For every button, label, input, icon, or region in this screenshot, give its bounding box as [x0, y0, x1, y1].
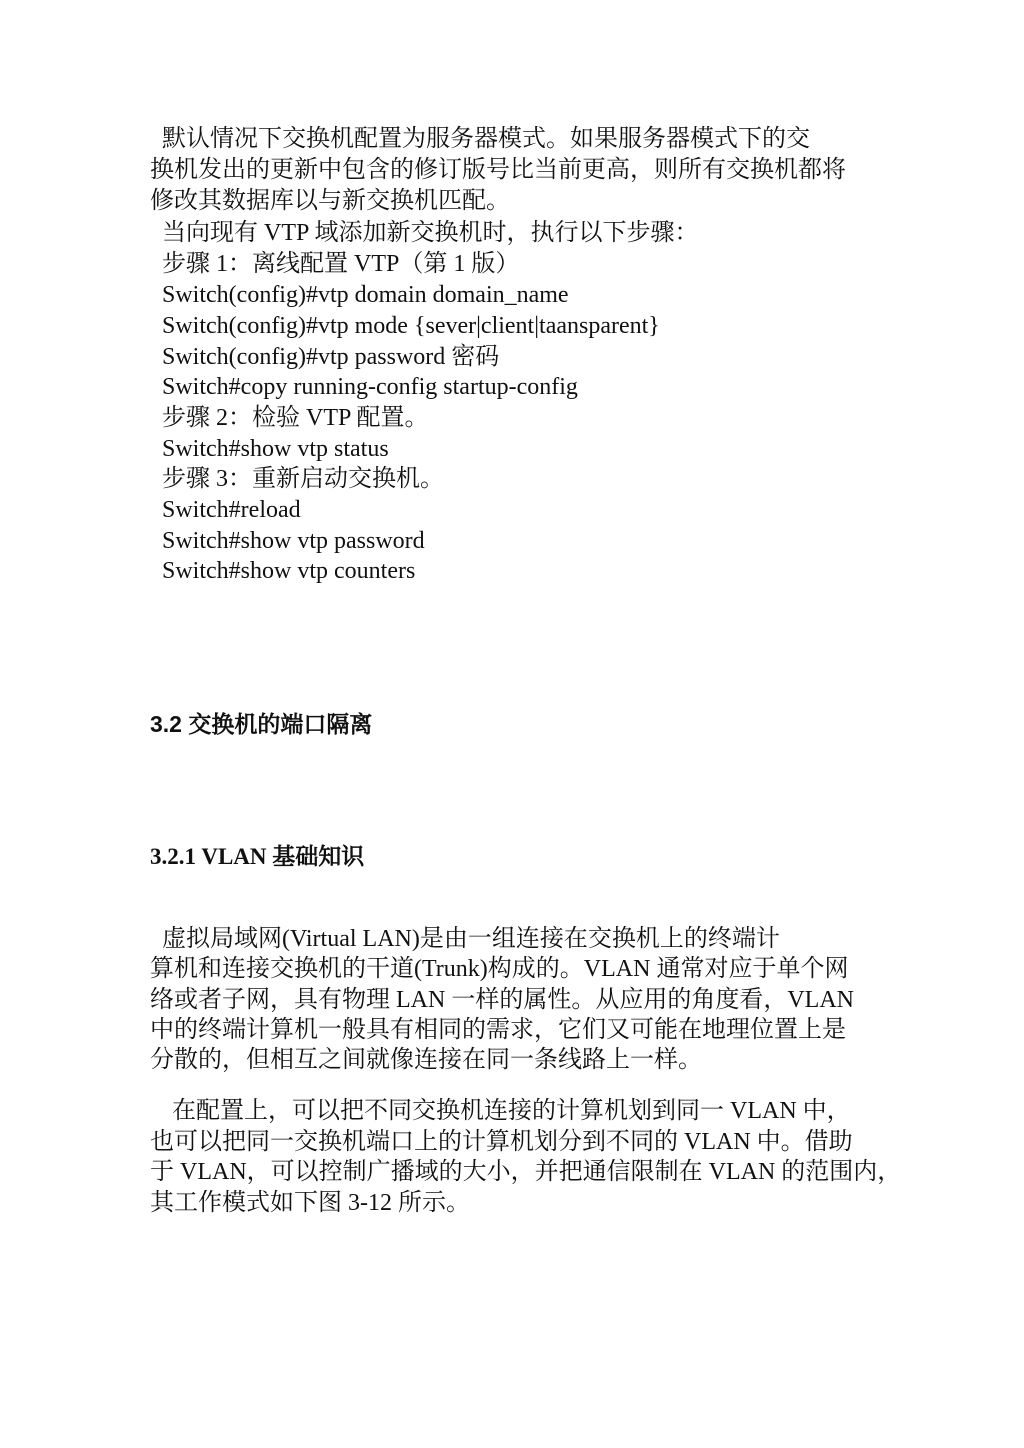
command-line: Switch(config)#vtp password 密码	[162, 344, 500, 370]
command-line: Switch#show vtp password	[162, 528, 425, 554]
command-line: Switch#show vtp status	[162, 436, 389, 462]
step-line: 步骤 2：检验 VTP 配置。	[162, 405, 429, 431]
command-line: Switch#show vtp counters	[162, 558, 416, 584]
paragraph-line: 分散的，但相互之间就像连接在同一条线路上一样。	[150, 1047, 702, 1073]
paragraph-line: 于 VLAN，可以控制广播域的大小，并把通信限制在 VLAN 的范围内，	[150, 1159, 902, 1185]
command-line: Switch(config)#vtp domain domain_name	[162, 282, 569, 308]
command-line: Switch(config)#vtp mode {sever|client|taansparent}	[162, 313, 660, 339]
paragraph-line: 在配置上，可以把不同交换机连接的计算机划到同一 VLAN 中，	[172, 1098, 851, 1124]
paragraph-line: 中的终端计算机一般具有相同的需求，它们又可能在地理位置上是	[150, 1017, 846, 1043]
paragraph-line: 其工作模式如下图 3-12 所示。	[150, 1190, 470, 1216]
paragraph-line: 算机和连接交换机的干道(Trunk)构成的。VLAN 通常对应于单个网	[150, 956, 849, 982]
text-line: 换机发出的更新中包含的修订版号比当前更高，则所有交换机都将	[150, 157, 846, 183]
subsection-heading: 3.2.1 VLAN 基础知识	[150, 844, 365, 869]
step-line: 步骤 1：离线配置 VTP（第 1 版）	[162, 251, 520, 277]
step-line: 步骤 3：重新启动交换机。	[162, 466, 444, 492]
text-line: 默认情况下交换机配置为服务器模式。如果服务器模式下的交	[162, 126, 810, 152]
paragraph-line: 虚拟局域网(Virtual LAN)是由一组连接在交换机上的终端计	[162, 926, 780, 952]
paragraph-line: 也可以把同一交换机端口上的计算机划分到不同的 VLAN 中。借助	[150, 1129, 853, 1155]
section-heading: 3.2 交换机的端口隔离	[150, 711, 373, 737]
paragraph-line: 络或者子网，具有物理 LAN 一样的属性。从应用的角度看，VLAN	[150, 987, 854, 1013]
text-line: 当向现有 VTP 域添加新交换机时，执行以下步骤：	[162, 220, 699, 246]
command-line: Switch#copy running-config startup-config	[162, 374, 578, 400]
text-line: 修改其数据库以与新交换机匹配。	[150, 188, 510, 214]
command-line: Switch#reload	[162, 497, 301, 523]
